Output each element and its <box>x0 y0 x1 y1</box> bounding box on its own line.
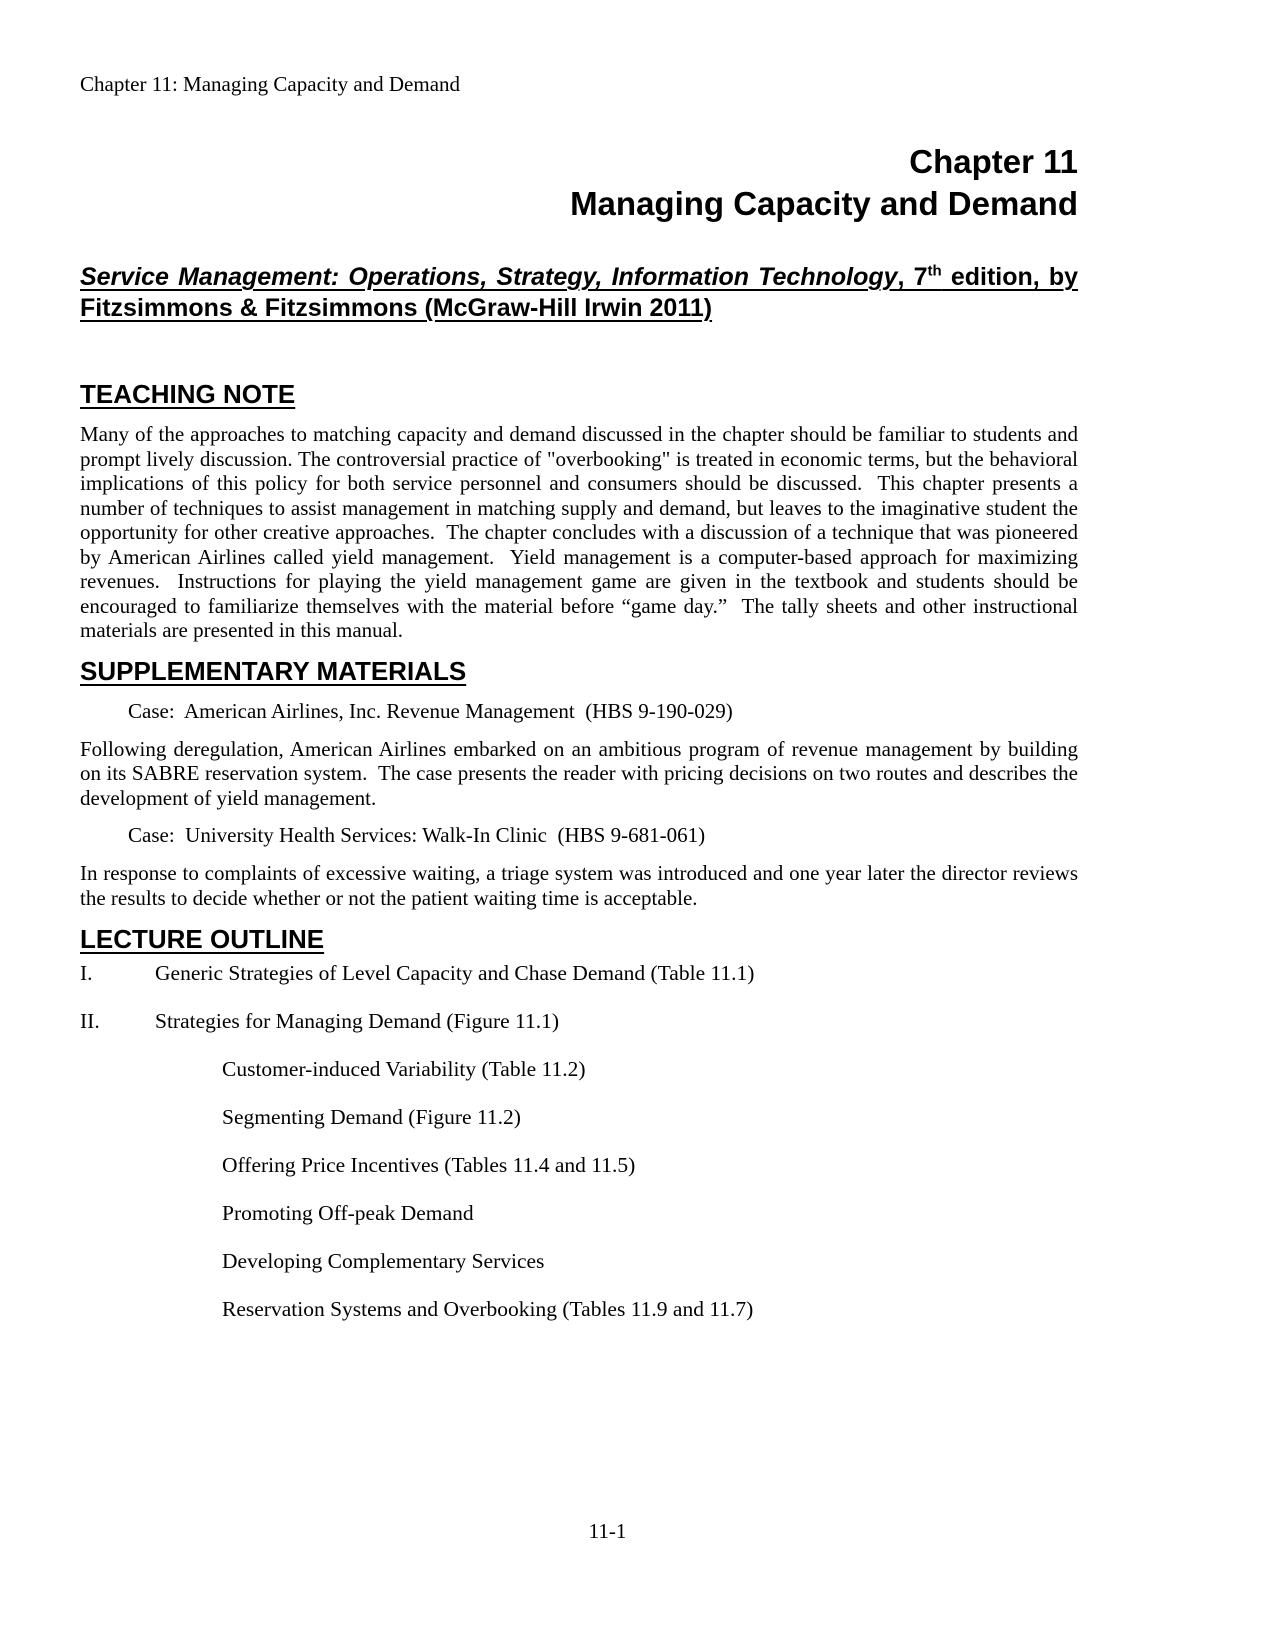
book-reference-edition-number: , 7 <box>897 263 928 291</box>
chapter-title <box>80 141 1078 225</box>
outline-subitem: Customer-induced Variability (Table 11.2) <box>222 1057 586 1081</box>
chapter-title-line2: Managing Capacity and Demand <box>570 185 1078 222</box>
lecture-outline-heading: LECTURE OUTLINE <box>80 924 325 954</box>
teaching-note-heading: TEACHING NOTE <box>80 379 296 409</box>
lecture-outline-list <box>80 961 1078 1322</box>
chapter-title-line1: Chapter 11 <box>909 143 1078 180</box>
supplementary-materials-heading: SUPPLEMENTARY MATERIALS <box>80 655 467 686</box>
book-reference-ordinal-suffix: th <box>927 262 942 280</box>
outline-item-text: Generic Strategies of Level Capacity and Chase Demand (Table 11.1) <box>155 961 755 985</box>
outline-numeral: I. <box>80 961 93 985</box>
book-reference-rest: edition, by Fitzsimmons & Fitzsimmons (McGraw-Hill Irwin 2011) <box>80 263 1079 322</box>
outline-subitem: Promoting Off-peak Demand <box>222 1201 474 1225</box>
running-header: Chapter 11: Managing Capacity and Demand <box>80 72 461 96</box>
case-label: Case: American Airlines, Inc. Revenue Management (HBS 9-190-029) <box>128 698 733 723</box>
outline-subitem: Reservation Systems and Overbooking (Tables 11.9 and 11.7) <box>222 1297 754 1321</box>
teaching-note-paragraph: Many of the approaches to matching capacity and demand discussed in the chapter should be familiar to students and prompt lively discussion. The controversial practice of "overbooking" is treated in economic terms, but the behavioral implications of this policy for both service personnel and consumers should be discussed. This chapter presents a number of techniques to assist management in matching supply and demand, but leaves to the imaginative student the opportunity for other creative approaches. The chapter concludes with a discussion of a technique that was pioneered by American Airlines called yield management. Yield management is a computer-based approach for maximizing revenues. Instructions for playing the yield management game are given in the textbook and students should be encouraged to familiarize themselves with the material before “game day.” The tally sheets and other instructional materials are presented in this manual. <box>80 422 1084 642</box>
case-description: In response to complaints of excessive waiting, a triage system was introduced and one year later the director reviews the results to decide whether or not the patient waiting time is acceptable. <box>80 861 1084 910</box>
outline-subitem: Offering Price Incentives (Tables 11.4 and 11.5) <box>222 1153 636 1177</box>
book-reference-italic: Service Management: Operations, Strategy, Information Technology <box>80 263 898 291</box>
outline-item-text: Strategies for Managing Demand (Figure 11.1) <box>155 1009 560 1033</box>
outline-subitem: Segmenting Demand (Figure 11.2) <box>222 1105 521 1129</box>
case-label: Case: University Health Services: Walk-In Clinic (HBS 9-681-061) <box>128 823 706 847</box>
case-description: Following deregulation, American Airlines embarked on an ambitious program of revenue management by building on its SABRE reservation system. The case presents the reader with pricing decisions on two routes and describes the development of yield management. <box>80 736 1084 810</box>
page-number: 11-1 <box>588 1519 627 1543</box>
outline-item <box>80 1009 1078 1034</box>
outline-numeral: II. <box>80 1009 100 1033</box>
outline-item <box>80 961 1078 986</box>
outline-subitem: Developing Complementary Services <box>222 1249 545 1273</box>
book-reference <box>80 262 1078 324</box>
